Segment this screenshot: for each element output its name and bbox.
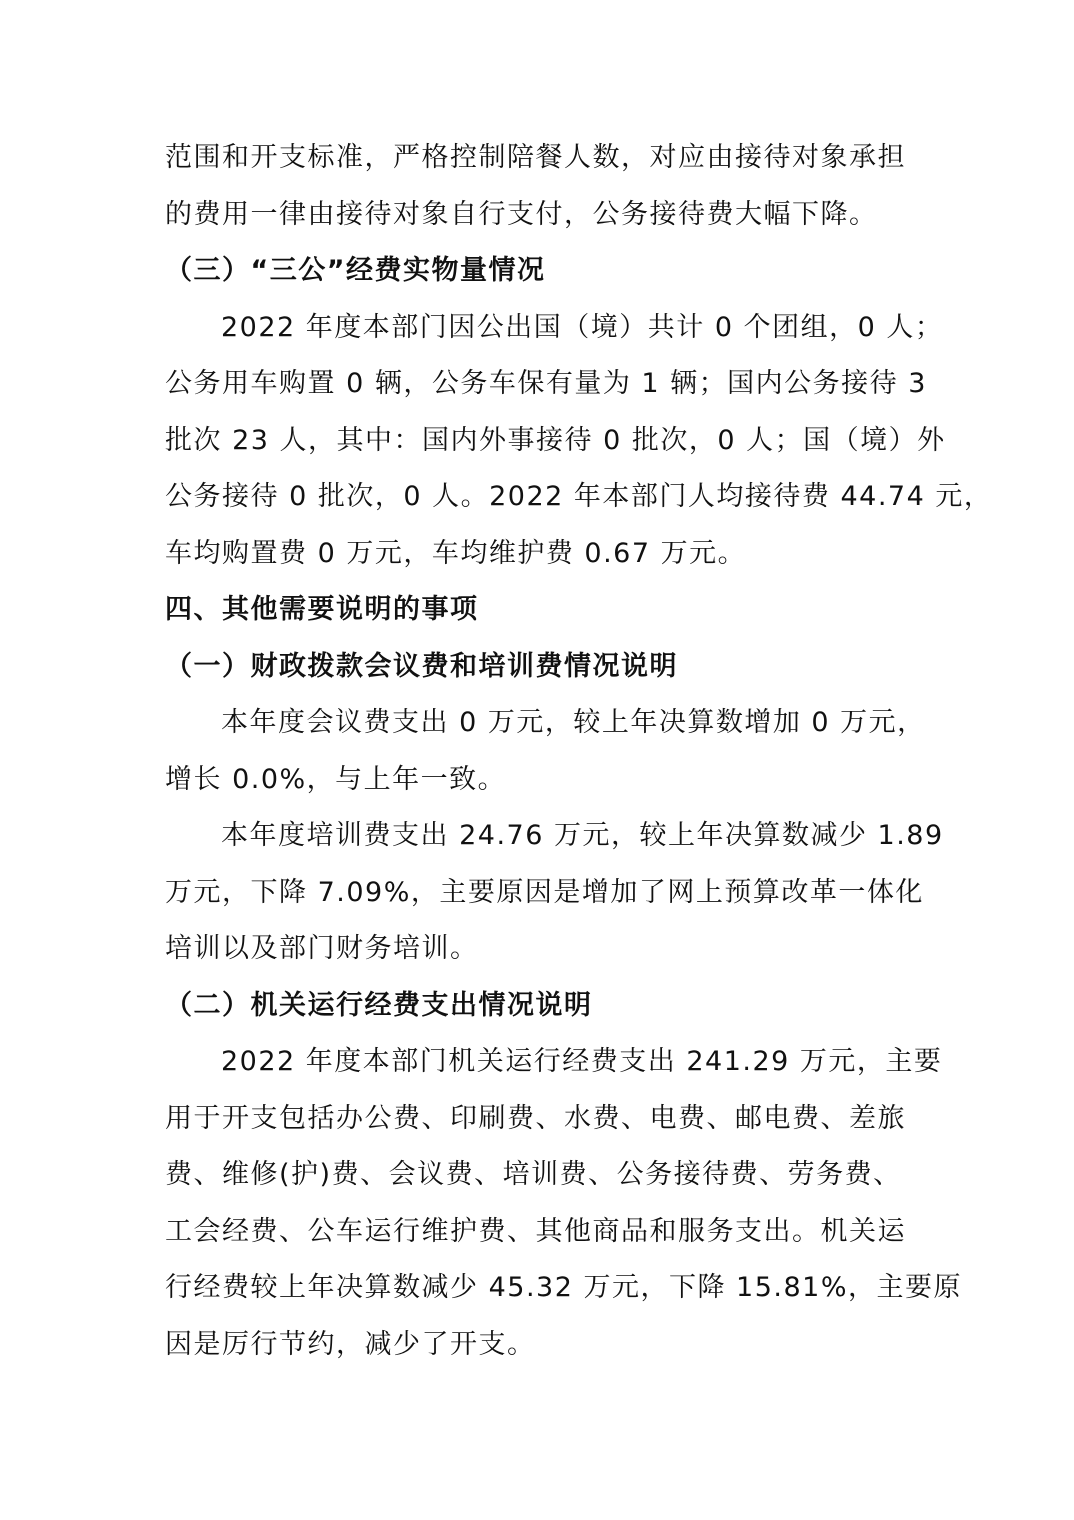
document-page [165,130,993,1373]
body-line: 范围和开支标准，严格控制陪餐人数，对应由接待对象承担 [165,142,906,173]
body-line: 因是厉行节约，减少了开支。 [165,1328,536,1360]
section-heading: （一）财政拨款会议费和培训费情况说明 [165,650,678,682]
body-line: 的费用一律由接待对象自行支付，公务接待费大幅下降。 [165,198,878,230]
body-line: 批次 23 人，其中：国内外事接待 0 批次，0 人；国（境）外 [165,424,946,456]
body-line: 车均购置费 0 万元，车均维护费 0.67 万元。 [165,537,747,569]
body-line: 公务用车购置 0 辆，公务车保有量为 1 辆；国内公务接待 3 [165,368,927,399]
paragraph-first-line: 2022 年度本部门机关运行经费支出 241.29 万元，主要 [221,1046,943,1077]
body-line: 万元，下降 7.09%，主要原因是增加了网上预算改革一体化 [165,876,924,908]
section-heading: （三）“三公”经费实物量情况 [165,255,546,286]
paragraph-first-line: 2022 年度本部门因公出国（境）共计 0 个团组，0 人； [221,311,944,343]
body-line: 增长 0.0%，与上年一致。 [165,763,507,795]
body-line: 工会经费、公车运行维护费、其他商品和服务支出。机关运 [165,1215,906,1247]
body-line: 公务接待 0 批次，0 人。2022 年本部门人均接待费 44.74 元， [165,481,993,512]
section-heading: （二）机关运行经费支出情况说明 [165,989,593,1021]
paragraph-first-line: 本年度会议费支出 0 万元，较上年决算数增加 0 万元， [221,707,926,738]
body-line: 用于开支包括办公费、印刷费、水费、电费、邮电费、差旅 [165,1102,906,1134]
body-line: 培训以及部门财务培训。 [165,933,479,964]
paragraph-first-line: 本年度培训费支出 24.76 万元，较上年决算数减少 1.89 [221,820,944,851]
chapter-heading: 四、其他需要说明的事项 [165,594,479,625]
body-line: 费、维修(护)费、会议费、培训费、公务接待费、劳务费、 [165,1159,902,1190]
body-line: 行经费较上年决算数减少 45.32 万元，下降 15.81%，主要原 [165,1272,962,1303]
